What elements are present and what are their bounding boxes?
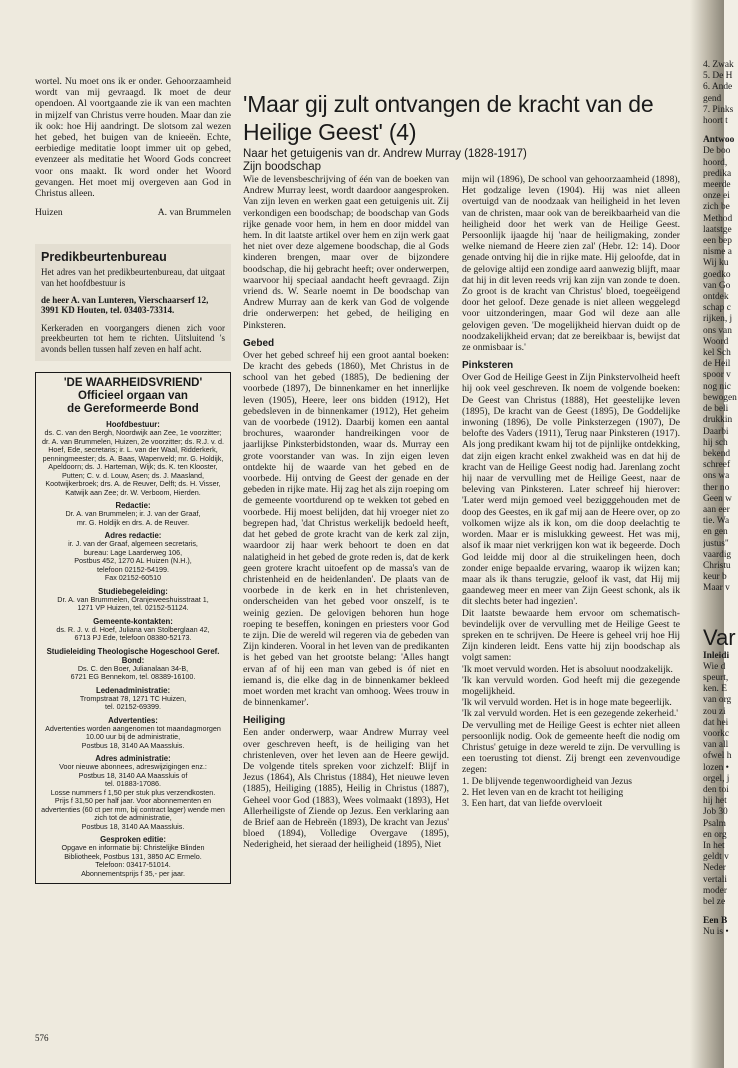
right-page-line: drukkin — [703, 415, 733, 426]
masthead-section-line: Bibliotheek, Postbus 131, 3850 AC Ermelo. — [64, 851, 202, 861]
right-page-line: een bep — [703, 236, 732, 247]
right-page-line: Job 30 — [703, 807, 728, 818]
masthead-section-line: 6721 EG Bennekom, tel. 08389-16100. — [70, 672, 196, 682]
right-page-line: dat hei — [703, 717, 729, 728]
right-page-line: bel ze — [703, 897, 726, 908]
signature-author: A. van Brummelen — [157, 207, 231, 219]
list-item-3: 3. Een hart, dat van liefde overvloeit — [462, 797, 603, 809]
masthead-box — [35, 372, 231, 884]
masthead-section-heading: Adres redactie: — [104, 531, 162, 541]
masthead-section-line: ds. C. van den Bergh, Noordwijk aan Zee, 1e voorzitter; dr. A. van Brummelen, Huizen, 2e voorzitter; ds. R.J. v. d. Hoef, Ede, secretaris; ir. L. van der Waal, Ridderkerk, penningmeester; ds. A. Baas, Wapenveld; mr. G. Holdijk, Apeldoorn; ds. J. Harteman, Wijk; ds. K. ten Klooster, Putten; C. v. d. Louw, Asen; ds. J. Maasland, Kootwijkerbroek; drs. A. de Reuver, Delft; ds. H. Visser, Katwijk aan Zee; dr. W. Verboom, Hierden. — [41, 428, 225, 497]
heiliging-text: Een ander onderwerp, waar Andrew Murray veel over geschreven heeft, is de heiliging van het christenleven, over het leven aan de Heere gewijd. De volgende titels spreken voor zichzelf: Blijf in Jezus (1864), Als Christus (1884), Het nieuwe leven (1885), Heiliging (1885), Heilig in Christus (1887), Geheel voor God (1883), Wees volmaakt (1893), Het Allerheiligste of Ziende op Jezus. Een verklaring aan de Brief aan de Hebreën (1893), De kracht van Jezus' bloed (1894), Volledige Overgave (1895), Nederigheid, het sieraad der heiligheid (1895), Niet — [243, 727, 449, 851]
pinksteren-text: Over God de Heilige Geest in Zijn Pinkstervolheid heeft hij ook veel geschreven. Ik noem de volgende boeken: De Geest van Christus (1888), Het geestelijke leven (1895), De kracht van de Geest (1895), De Goddelijke inwoning (1896), De volle Pinksterzegen (1907), De belofte des Vaders (1911), Terug naar Pinksteren (1917). Als jong predikant kwam hij tot de pijnlijke ontdekking, dat zijn eigen kracht enkel zwakheid was en dat hij de kracht van de Heilige Geest nodig had. Jarenlang zocht hij naar de vervulling met de Heilige Geest, naar de beleving van Pinksteren. Later schreef hij hierover: 'Later werd mijn gemoed veel bezigggehouden met de doop des Geestes, en ik gaf mij aan de Heere over, op zo volkomen wijze als ik kon, om die doop deelachtig te worden. Maar er is mislukking geweest. Het was mij, alsof ik maar niet verkrijgen kon wat ik begeerde. Doch God leidde mij door al die struikelingen heen, doch zonder enige bepaalde ervaring, waarop ik wijzen kan; maar als ik thans terugzie, geloof ik vast, dat Hij mij gaandeweg meer en meer van Zijn Geest schonk, als ik dit slechts beter had ingezien'. — [462, 372, 680, 608]
signature-place: Huizen — [35, 207, 63, 219]
bureau-box — [35, 244, 231, 361]
right-page-line: Wie d — [703, 661, 726, 672]
right-page-line: ontdek — [703, 292, 729, 303]
column2-paragraph1: mijn wil (1896), De school van gehoorzaamheid (1898), Het godzalige leven (1904). Hij was niet alleen overtuigd van de noodzaak van heiligheid in het leven van de christen, maar ook van de bereikbaarheid van die heiligheid door het werk van de Heilige Geest. Persoonlijk ijaagde hij 'naar de heiligmaking, zonder welke niemand de Heere zien zal' (Hebr. 12: 14). Door genade ontving hij die in rijke mate. Hij geloofde, dat in de gelovige altijd een zondige aard aanwezig blijft, maar dat hij in dit leven reeds vrij kan zijn van zonde te doen. Zo groot is de kracht van Christus' bloed, toegeëigend door het geloof. Deze genade is niet alleen weggelegd voor uitzonderingen, maar God wil deze aan alle gelovigen geven. 'De mogelijkheid hiervan duidt op de noodzakelijkheid ervan; dat ze bereikbaar is, bewijst dat ze onmisbaar is.' — [462, 174, 680, 354]
masthead-section-line: tel. 01883-17086. — [105, 779, 161, 789]
masthead-section-line: Prijs f 31,50 per half jaar. Voor abonnementen en advertenties (60 ct per mm, bij contract lager) wende men zich tot de administratie, — [41, 796, 225, 823]
right-page-line: 5. De H — [703, 71, 733, 82]
list-item-2: 2. Het leven van en de kracht tot heiliging — [462, 786, 624, 798]
right-page-line: bekend — [703, 448, 731, 459]
quote-4: 'Ik zal vervuld worden. Het is een gezegende zekerheid.' — [462, 708, 679, 720]
masthead-section-line: Postbus 18, 3140 AA Maassluis. — [81, 740, 185, 750]
masthead-section-line: Advertenties worden aangenomen tot maandagmorgen 10.00 uur bij de administratie, — [45, 723, 221, 742]
masthead-section-line: Fax 02152-60510 — [104, 573, 162, 583]
bureau-text1: Het adres van het predikbeurtenbureau, dat uitgaat van het hoofdbestuur is — [41, 267, 225, 288]
right-page-line: vertali — [703, 874, 727, 885]
masthead-section-heading: Advertenties: — [108, 715, 158, 725]
right-page-line: schap c — [703, 303, 731, 314]
right-page-line: Psalm — [703, 818, 726, 829]
masthead-section-heading: Ledenadministratie: — [95, 685, 171, 695]
masthead-section-line: Postbus 18, 3140 AA Maassluis of — [78, 770, 188, 780]
right-page-line: hij sch — [703, 437, 728, 448]
masthead-section-line: Dr. A. van Brummelen, Oranjeweeshuisstraat 1, — [57, 594, 209, 604]
masthead-title3: de Gereformeerde Bond — [67, 403, 199, 416]
right-page-line: van org — [703, 695, 732, 706]
right-page-line: tie. Wa — [703, 516, 730, 527]
right-page-line: de Heil — [703, 359, 731, 370]
right-page-line: nisme a — [703, 247, 732, 258]
right-page-line: Neder — [703, 863, 726, 874]
quote-2: 'Ik kan vervuld worden. God heeft mij die gezegende mogelijkheid. — [462, 674, 680, 697]
masthead-sections — [40, 420, 226, 878]
masthead-section-line: bureau: Lage Laarderweg 106, — [83, 547, 183, 557]
masthead-section-line: Opgave en informatie bij: Christelijke Blinden — [61, 843, 205, 853]
right-page-line: hij het — [703, 796, 727, 807]
article-header — [243, 90, 688, 174]
masthead-section-line: Abonnementsprijs f 35,- per jaar. — [81, 868, 185, 878]
right-page-line: en org — [703, 829, 727, 840]
right-page-heading: Var — [703, 624, 736, 650]
right-page-line: nog nic — [703, 381, 731, 392]
masthead-section-line: Losse nummers f 1,50 per stuk plus verzendkosten. — [50, 787, 216, 797]
masthead-section-heading: Studieleiding Theologische Hogeschool Geref. Bond: — [46, 646, 220, 665]
masthead-section-line: Dr. A. van Brummelen; ir. J. van der Graaf, — [65, 509, 201, 519]
right-page-line: hoord, — [703, 157, 728, 168]
quote-3: 'Ik wil vervuld worden. Het is in hoge mate begeerlijk. — [462, 697, 672, 709]
right-page-line: Method — [703, 213, 733, 224]
left-column — [35, 76, 231, 884]
right-page-line: 6. Ande — [703, 82, 733, 93]
right-page-line: Maar v — [703, 583, 730, 594]
right-page-line: Wij ku — [703, 258, 729, 269]
article-column-1 — [243, 174, 449, 851]
masthead-section-heading: Adres administratie: — [95, 754, 171, 764]
masthead-section-line: tel. 02152-69399. — [105, 702, 161, 712]
right-page-line: hoort t — [703, 116, 728, 127]
masthead-section-line: Voor nieuwe abonnees, adreswijzigingen enz.: — [59, 762, 207, 772]
right-page-line: zich be — [703, 202, 730, 213]
masthead-section-heading: Gesproken editie: — [100, 835, 166, 845]
right-page-line: bewogen — [703, 392, 737, 403]
right-page-line: den toi — [703, 784, 729, 795]
quote-1: 'Ik moet vervuld worden. Het is absoluut noodzakelijk. — [462, 663, 673, 675]
right-page-line: laatstge — [703, 224, 732, 235]
article-subtitle2: Zijn boodschap — [243, 161, 321, 173]
masthead-section-heading: Studiebegeleiding: — [98, 586, 168, 596]
right-page-lines-2 — [703, 651, 738, 909]
right-page-line — [703, 127, 738, 135]
right-bottom-line-1: Een B — [703, 916, 728, 927]
column2-paragraph3: De vervulling met de Heilige Geest is echter niet alleen persoonlijk nodig. Ook de gemeente heeft die nodig om Christus' getuige in deze wereld te zijn. De vervulling is een toerusting tot dienst. Zij brengt een zevenvoudige zegen: — [462, 719, 680, 776]
right-page-line: kel Sch — [703, 348, 731, 359]
masthead-section-line: Trompstraat 78, 1271 TC Huizen, — [79, 693, 187, 703]
right-page-line: lozen • — [703, 762, 729, 773]
masthead-section-heading: Redactie: — [115, 501, 151, 511]
right-page-line: Geen w — [703, 493, 732, 504]
masthead-section-line: ds. R. J. v. d. Hoef, Juliana van Stolberglaan 42, — [56, 624, 210, 634]
masthead-section-line: 1271 VP Huizen, tel. 02152-51124. — [77, 603, 189, 613]
pinksteren-heading: Pinksteren — [462, 360, 514, 372]
intro-paragraph: wortel. Nu moet ons ik er onder. Gehoorzaamheid wordt van mij gevraagd. Ik moet de deur opendoen. Al voortgaande zie ik van een machten in mijzelf van Christus verre houden. Maar dan zie ik ook: hoe Hij aandringt. De slotsom zal wezen het gebed, het buigen van de knieeën. Echte, eerbiedige meditatie loopt immer uit op gebed, evenzeer als meditatie het Woord Gods concreet voor ons maakt. Ik word onder het Woord gevangen. Het moet mij overgeven aan God in Christus alleen. — [35, 76, 231, 200]
right-page-line: In het — [703, 841, 725, 851]
bureau-title: Predikbeurtenbureau — [41, 250, 167, 265]
right-page-line: onze ei — [703, 191, 730, 202]
right-page-lines — [703, 60, 738, 595]
right-page-line: Woord — [703, 336, 729, 347]
article-title: 'Maar gij zult ontvangen de kracht van de Heilige Geest' (4) — [243, 91, 654, 145]
right-page-line: 4. Zwak — [703, 60, 734, 70]
right-page-line: geldt v — [703, 852, 729, 863]
masthead-section-line: Ds. C. den Boer, Julianalaan 34-B, — [77, 663, 189, 673]
right-page-line: van Go — [703, 280, 731, 291]
masthead-section-line: telefoon 02152-54199. — [97, 564, 169, 574]
gebed-text: Over het gebed schreef hij een groot aantal boeken: De kracht des gebeds (1860), Met Christus in de school van het gebed (1885), De bediening der voorbede (1897), De binnenkamer en het innerlijke leven (1905), Heere, leer ons bidden (1912), Het gebedsleven in de binnenkamer (1912), Het geheim van de voorbede (1912). Daarbij komen een aantal brochures, waaronder handreikingen voor de jaarlijkse Pinksterbidstonden, waar ds. Murray een grote voorstander van was. In zijn eigen leven ontdekte hij de waarde van het gebed en de voorbede. Hij ontving de Geest der genade en der gebeden in rijke mate. Hij zag het als zijn roeping om de gemeente voortdurend op te wekken tot gebed en voorbede. Hij moest belijden, dat hij vroeger niet zo begrepen had, 'dat Christus werkelijk bedoeld heeft, dat het gebed de grote kracht van de kerk zal zijn, waardoor zij haar werk behoort te doen en dat nalatigheid in het gebed de grote reden is, dat de kerk geen grotere kracht uitoefent op de massa's van de christenheid en de heidenlanden'. De plaats van de voorbede in de kerk en in het christenleven, onderscheiden van het gebed voor onszelf, is te weinig gezien. De gelovigen behoren hun hoge roeping te beseffen, koningen en priesters voor God te zijn. Die de wereld wil regeren via de gebeden van Zijn kinderen. Vooral in het leven van de predikanten is het gebed van het grootste belang: 'Alles hangt ervan af of hij een man van gebed is óf niet en iemand is, die elke dag in de binnenkamer bekleed moet worden met kracht van omhoog. Wees trouw in de binnenkamer'. — [243, 349, 449, 709]
column2-paragraph2: Dit laatste bewaarde hem ervoor om schematisch-bevindelijk over de vervulling met de Heilige Geest te spreken en te schrijven. De Heere is geheel vrij hoe Hij Zijn kinderen leidt. Eens vatte hij zijn boodschap als volgt samen: — [462, 607, 680, 664]
right-page-line: zou zi — [703, 706, 726, 717]
bureau-text2: Kerkeraden en voorgangers dienen zich voor preekbeurten tot hem te richten. Uitsluitend 's avonds bellen tussen half zeven en half acht. — [41, 322, 225, 354]
right-page-line: ken. E — [703, 684, 727, 695]
masthead-section-heading: Hoofdbestuur: — [106, 420, 160, 430]
heiliging-heading: Heiliging — [243, 715, 286, 727]
page-number: 576 — [35, 1033, 49, 1043]
right-page-line: speurt, — [703, 672, 729, 683]
article-column-2 — [462, 174, 680, 809]
masthead-section-line: Postbus 18, 3140 AA Maassluis. — [81, 821, 185, 831]
masthead-title2: Officieel orgaan van — [78, 390, 188, 403]
right-page-line: rijken, j — [703, 314, 733, 325]
right-page-line: keur b — [703, 572, 727, 583]
right-page-line: goedko — [703, 269, 731, 280]
masthead-section-line: Telefoon: 03417-51014. — [95, 860, 171, 870]
right-page-line: orgel, j — [703, 773, 730, 784]
right-page-line: ofwel h — [703, 751, 732, 762]
right-page-line: ons van — [703, 325, 732, 336]
masthead-section-line: Postbus 452, 1270 AL Huizen (N.H.), — [74, 556, 192, 566]
right-page-line: meerde — [703, 180, 731, 191]
right-page-line: schreef — [703, 460, 731, 471]
right-page-line: de beli — [703, 404, 729, 415]
bureau-address: de heer A. van Lunteren, Vierschaarserf 12, 3991 KD Houten, tel. 03403-73314. — [41, 295, 209, 316]
masthead-section-line: mr. G. Holdijk en drs. A. de Reuver. — [76, 517, 190, 527]
right-page-line: ons wa — [703, 471, 730, 482]
right-page-fragment — [703, 60, 738, 980]
article-subtitle: Naar het getuigenis van dr. Andrew Murray (1828-1917) — [243, 148, 527, 160]
right-page-line: 7. Pinks — [703, 104, 734, 115]
right-page-line: predika — [703, 168, 732, 179]
right-page-line: Antwoo — [703, 135, 735, 146]
right-page-line: Inleidi — [703, 650, 730, 661]
right-page-line: aan eer — [703, 504, 730, 515]
list-item-1: 1. De blijvende tegenwoordigheid van Jezus — [462, 775, 632, 787]
right-page-line: moder — [703, 885, 727, 896]
right-page-line: van all — [703, 740, 729, 751]
right-bottom-line-2: Nu is • — [703, 927, 729, 938]
right-page-line: gend — [703, 93, 722, 104]
right-page-line: Christu — [703, 560, 731, 571]
right-page-line: ther no — [703, 482, 730, 493]
right-page-line: spoor v — [703, 370, 731, 381]
right-page-line: Daarbi — [703, 426, 729, 437]
masthead-title1: 'DE WAARHEIDSVRIEND' — [63, 377, 203, 390]
masthead-section-heading: Gemeente-kontakten: — [93, 616, 173, 626]
article-lead: Wie de levensbeschrijving of één van de boeken van Andrew Murray leest, wordt daardoor aangesproken. Van zijn leven en werken gaat een getuigenis uit. Zij verkondigen een boodschap; de boodschap van Gods rijke genade voor hem, in hem en door middel van hem. In dit laatste artikel over hem en zijn werk gaat het niet over deze algemene boodschap, die al Gods kinderen brengen, maar over de bijzondere boodschap, die hij gebracht heeft; over onderwerpen, waarvoor hij speciaal aandacht heeft gevraagd. Zijn vriend ds. W. Searle noemt in De boodschap van Andrew Murray aan de kerk van God de volgende drie onderwerpen: het gebed, de heiliging en Pinksteren. — [243, 174, 449, 331]
signature-line — [35, 207, 231, 218]
masthead-section-line: ir. J. van der Graaf, algemeen secretaris, — [68, 539, 198, 549]
masthead-section-line: 6713 PJ Ede, telefoon 08380-52173. — [74, 633, 192, 643]
right-page-line: De boo — [703, 146, 731, 157]
right-page-line: en gen — [703, 527, 728, 538]
right-page-line: justus" — [703, 538, 729, 549]
right-page-line: vaardig — [703, 549, 732, 560]
right-page-line: voorkc — [703, 728, 730, 739]
gebed-heading: Gebed — [243, 337, 275, 349]
